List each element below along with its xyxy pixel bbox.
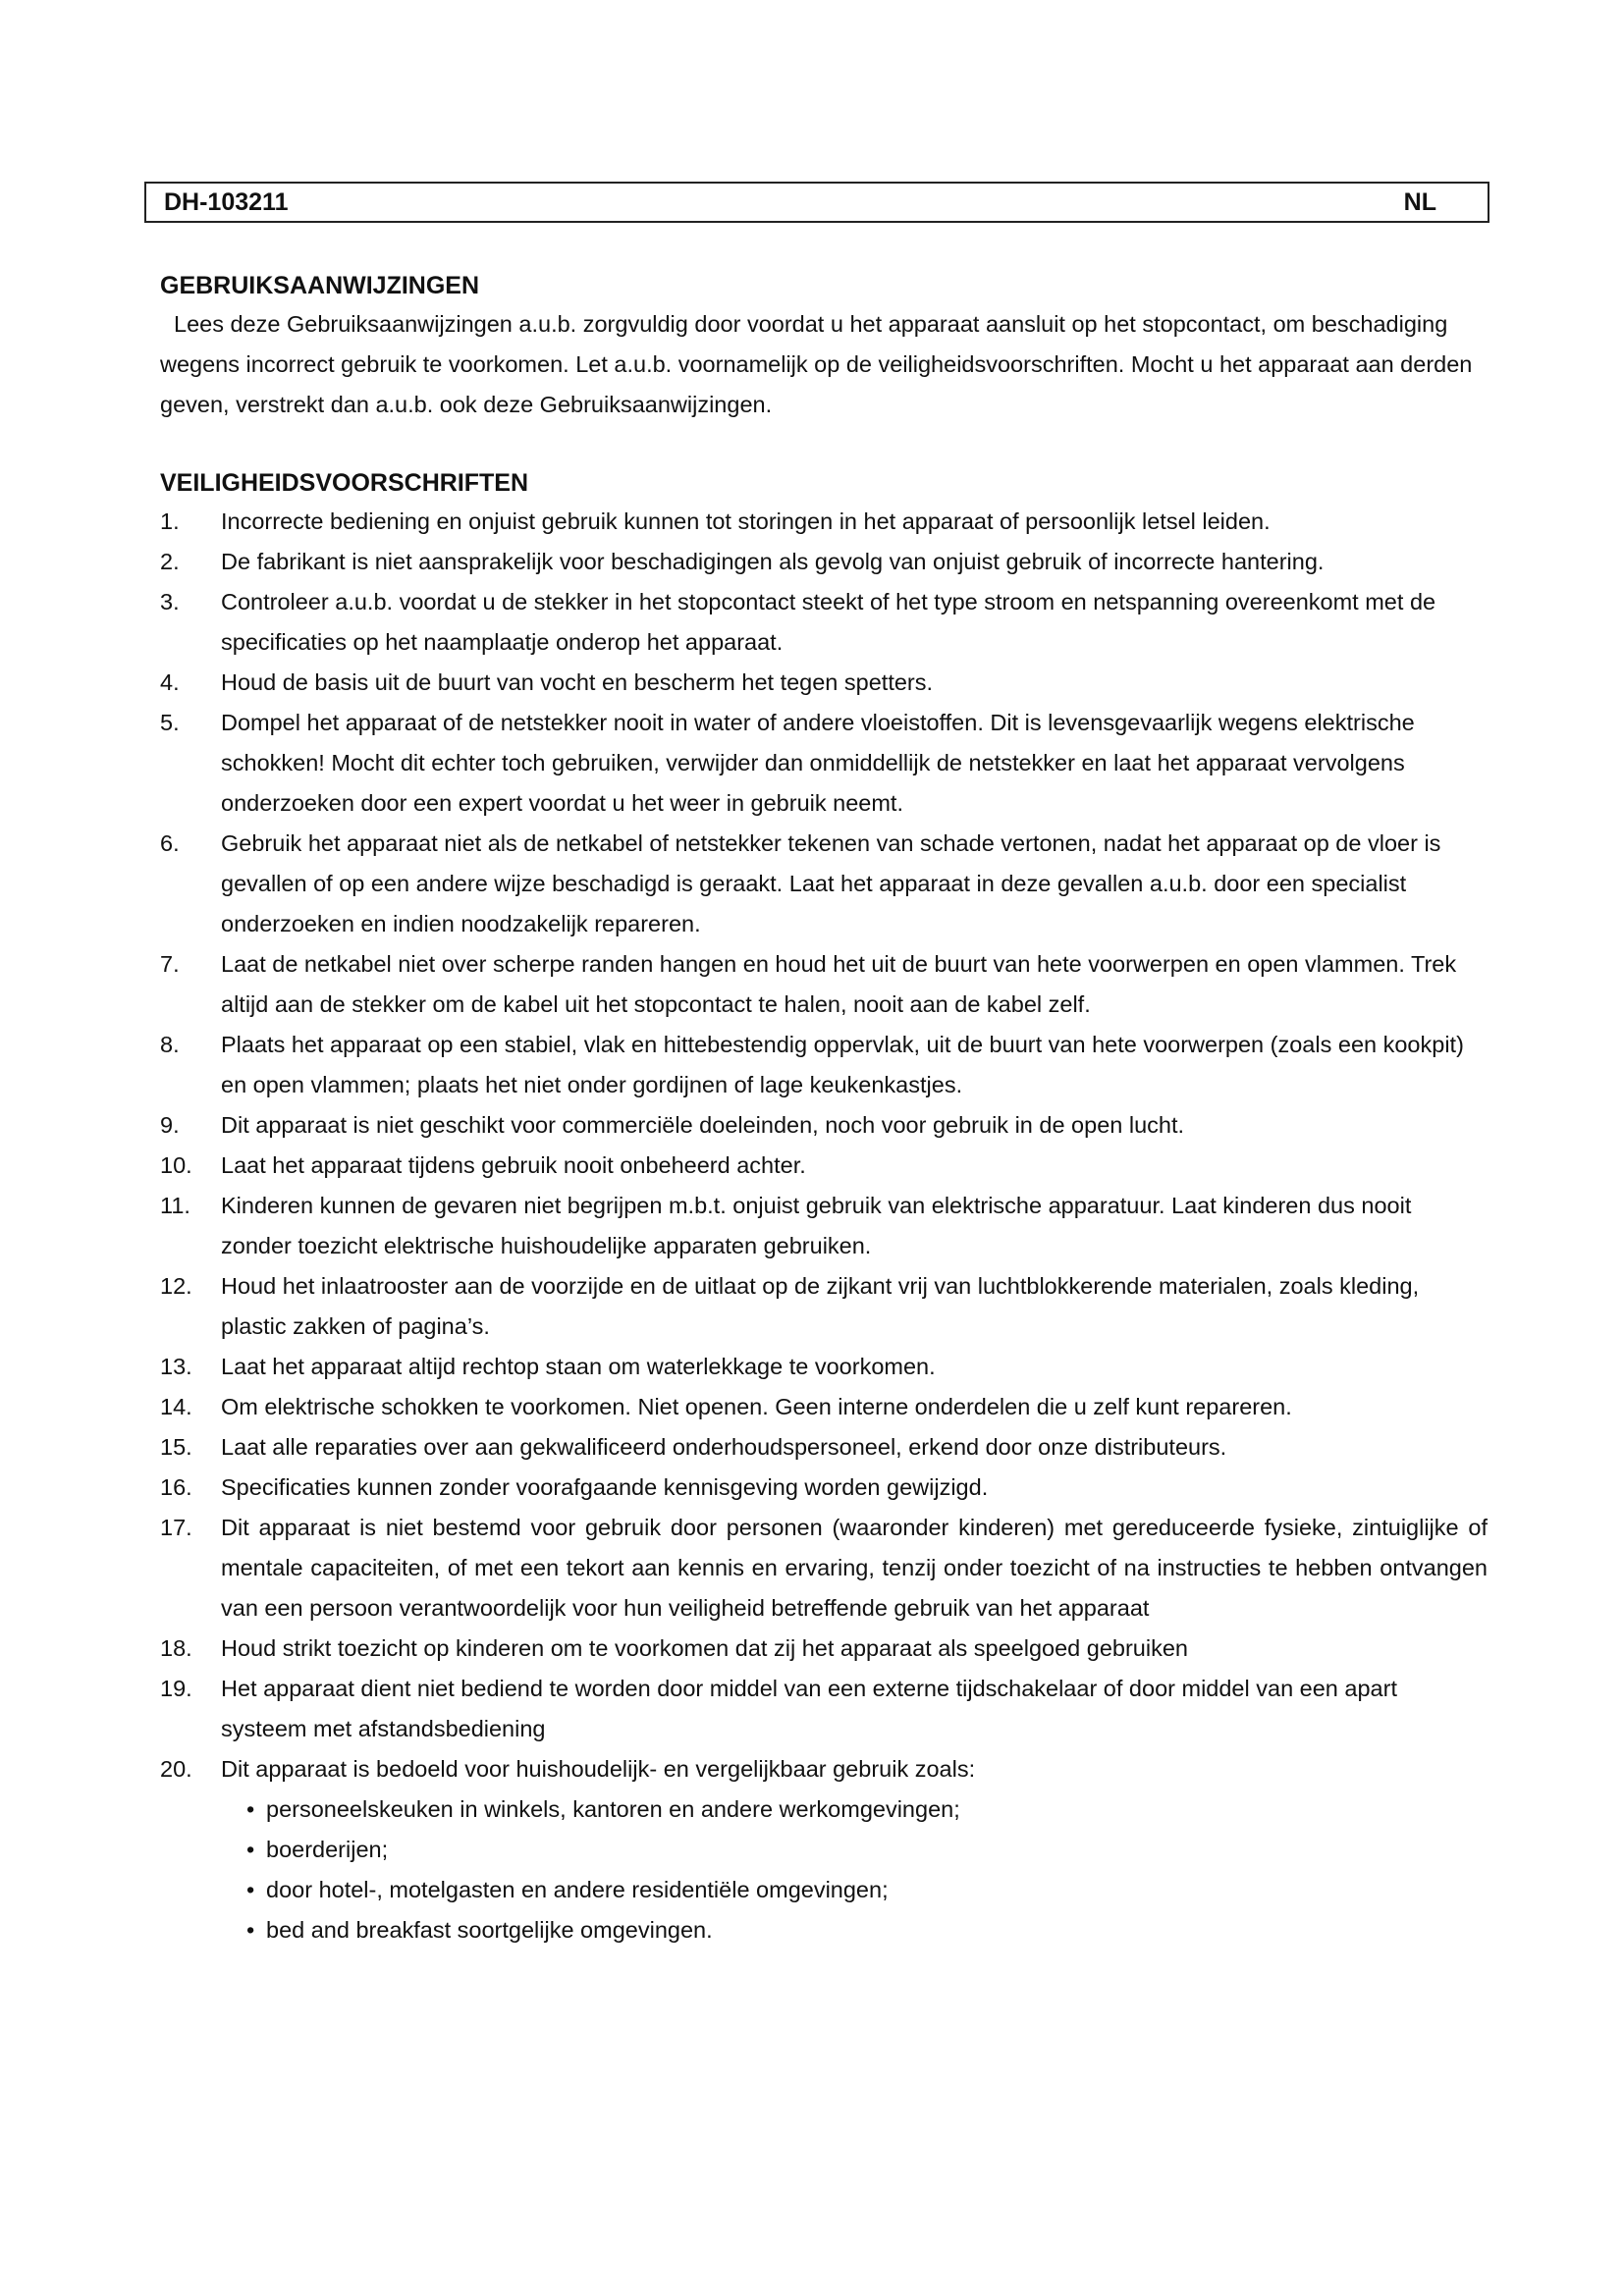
list-item	[160, 663, 1488, 703]
item-number: 6.	[160, 830, 180, 856]
item-number: 5.	[160, 710, 180, 735]
item-text: Laat alle reparaties over aan gekwalificeerd onderhoudspersoneel, erkend door onze distributeurs.	[221, 1434, 1227, 1460]
list-item	[160, 1146, 1488, 1186]
list-item	[160, 1749, 1488, 1789]
list-item	[160, 703, 1488, 824]
item-number: 13.	[160, 1354, 192, 1379]
item-number: 3.	[160, 589, 180, 614]
item-number: 15.	[160, 1434, 192, 1460]
item-text: Laat het apparaat altijd rechtop staan om waterlekkage te voorkomen.	[221, 1354, 936, 1379]
item-text: Laat het apparaat tijdens gebruik nooit onbeheerd achter.	[221, 1152, 806, 1178]
list-item: • bed and breakfast soortgelijke omgevingen.	[246, 1910, 1488, 1950]
list-item	[160, 1347, 1488, 1387]
item-text: Dit apparaat is bedoeld voor huishoudelijk- en vergelijkbaar gebruik zoals:	[221, 1756, 976, 1782]
item-number: 1.	[160, 508, 180, 534]
list-item	[160, 1629, 1488, 1669]
item-number: 17.	[160, 1515, 192, 1540]
list-item	[160, 1266, 1488, 1347]
list-item	[160, 1508, 1488, 1629]
item-number: 16.	[160, 1474, 192, 1500]
language-code: NL	[1403, 187, 1436, 216]
item-number: 8.	[160, 1032, 180, 1057]
list-item	[160, 542, 1488, 582]
item-text: Dit apparaat is niet bestemd voor gebruik door personen (waaronder kinderen) met gereduceerde fysieke, zintuiglijke of mentale capaciteiten, of met een tekort aan kennis en ervaring, tenzij onder toezicht of na instructies te hebben ontvangen van een persoon verantwoordelijk voor hun veiligheid betreffende gebruik van het apparaat	[221, 1515, 1488, 1621]
list-item	[160, 1669, 1488, 1749]
item-number: 4.	[160, 669, 180, 695]
item-number: 2.	[160, 549, 180, 574]
item-text: Kinderen kunnen de gevaren niet begrijpen m.b.t. onjuist gebruik van elektrische apparatuur. Laat kinderen dus nooit zonder toezicht elektrische huishoudelijke apparaten gebruiken.	[221, 1193, 1412, 1258]
item-number: 9.	[160, 1112, 180, 1138]
list-item	[160, 582, 1488, 663]
usage-environments-list	[160, 1789, 1488, 1950]
item-number: 7.	[160, 951, 180, 977]
list-item	[160, 944, 1488, 1025]
item-number: 18.	[160, 1635, 192, 1661]
item-text: Om elektrische schokken te voorkomen. Niet openen. Geen interne onderdelen die u zelf kunt repareren.	[221, 1394, 1292, 1419]
list-item	[160, 1105, 1488, 1146]
list-item	[160, 1387, 1488, 1427]
list-item	[160, 1427, 1488, 1468]
item-text: Houd strikt toezicht op kinderen om te voorkomen dat zij het apparaat als speelgoed gebruiken	[221, 1635, 1188, 1661]
usage-intro: Lees deze Gebruiksaanwijzingen a.u.b. zorgvuldig door voordat u het apparaat aansluit op het stopcontact, om beschadiging wegens incorrect gebruik te voorkomen. Let a.u.b. voornamelijk op de veiligheidsvoorschriften. Mocht u het apparaat aan derden geven, verstrekt dan a.u.b. ook deze Gebruiksaanwijzingen.	[160, 311, 1473, 417]
list-item: • door hotel-, motelgasten en andere residentiële omgevingen;	[246, 1870, 1488, 1910]
item-text: Plaats het apparaat op een stabiel, vlak en hittebestendig oppervlak, uit de buurt van hete voorwerpen (zoals een kookpit) en open vlammen; plaats het niet onder gordijnen of lage keukenkastjes.	[221, 1032, 1464, 1097]
item-number: 20.	[160, 1756, 192, 1782]
item-text: Controleer a.u.b. voordat u de stekker in het stopcontact steekt of het type stroom en netspanning overeenkomt met de specificaties op het naamplaatje onderop het apparaat.	[221, 589, 1436, 655]
item-text: Incorrecte bediening en onjuist gebruik kunnen tot storingen in het apparaat of persoonlijk letsel leiden.	[221, 508, 1271, 534]
item-text: De fabrikant is niet aansprakelijk voor beschadigingen als gevolg van onjuist gebruik of incorrecte hantering.	[221, 549, 1325, 574]
list-item	[160, 1186, 1488, 1266]
item-text: Het apparaat dient niet bediend te worden door middel van een externe tijdschakelaar of door middel van een apart systeem met afstandsbediening	[221, 1676, 1397, 1741]
item-text: Dompel het apparaat of de netstekker nooit in water of andere vloeistoffen. Dit is levensgevaarlijk wegens elektrische schokken! Mocht dit echter toch gebruiken, verwijder dan onmiddellijk de netstekker en laat het apparaat vervolgens onderzoeken door een expert voordat u het weer in gebruik neemt.	[221, 710, 1415, 816]
safety-heading: VEILIGHEIDSVOORSCHRIFTEN	[160, 469, 529, 497]
list-item	[160, 1468, 1488, 1508]
item-text: Houd de basis uit de buurt van vocht en bescherm het tegen spetters.	[221, 669, 934, 695]
list-item	[160, 502, 1488, 542]
item-number: 10.	[160, 1152, 192, 1178]
item-text: Laat de netkabel niet over scherpe randen hangen en houd het uit de buurt van hete voorwerpen en open vlammen. Trek altijd aan de stekker om de kabel uit het stopcontact te halen, nooit aan de kabel zelf.	[221, 951, 1457, 1017]
usage-heading: GEBRUIKSAANWIJZINGEN	[160, 272, 480, 299]
item-number: 11.	[160, 1193, 190, 1218]
item-text: Houd het inlaatrooster aan de voorzijde en de uitlaat op de zijkant vrij van luchtblokkerende materialen, zoals kleding, plastic zakken of pagina’s.	[221, 1273, 1420, 1339]
document-body	[160, 267, 1488, 1950]
document-header	[144, 182, 1489, 223]
item-text: Dit apparaat is niet geschikt voor commerciële doeleinden, noch voor gebruik in de open lucht.	[221, 1112, 1185, 1138]
list-item: • boerderijen;	[246, 1830, 1488, 1870]
item-text: Specificaties kunnen zonder voorafgaande kennisgeving worden gewijzigd.	[221, 1474, 989, 1500]
item-number: 12.	[160, 1273, 192, 1299]
list-item	[160, 824, 1488, 944]
list-item: • personeelskeuken in winkels, kantoren en andere werkomgevingen;	[246, 1789, 1488, 1830]
item-number: 19.	[160, 1676, 192, 1701]
model-number: DH-103211	[164, 187, 289, 216]
list-item	[160, 1025, 1488, 1105]
safety-list	[160, 502, 1488, 1789]
item-number: 14.	[160, 1394, 192, 1419]
item-text: Gebruik het apparaat niet als de netkabel of netstekker tekenen van schade vertonen, nadat het apparaat op de vloer is gevallen of op een andere wijze beschadigd is geraakt. Laat het apparaat in deze gevallen a.u.b. door een specialist onderzoeken en indien noodzakelijk repareren.	[221, 830, 1441, 936]
